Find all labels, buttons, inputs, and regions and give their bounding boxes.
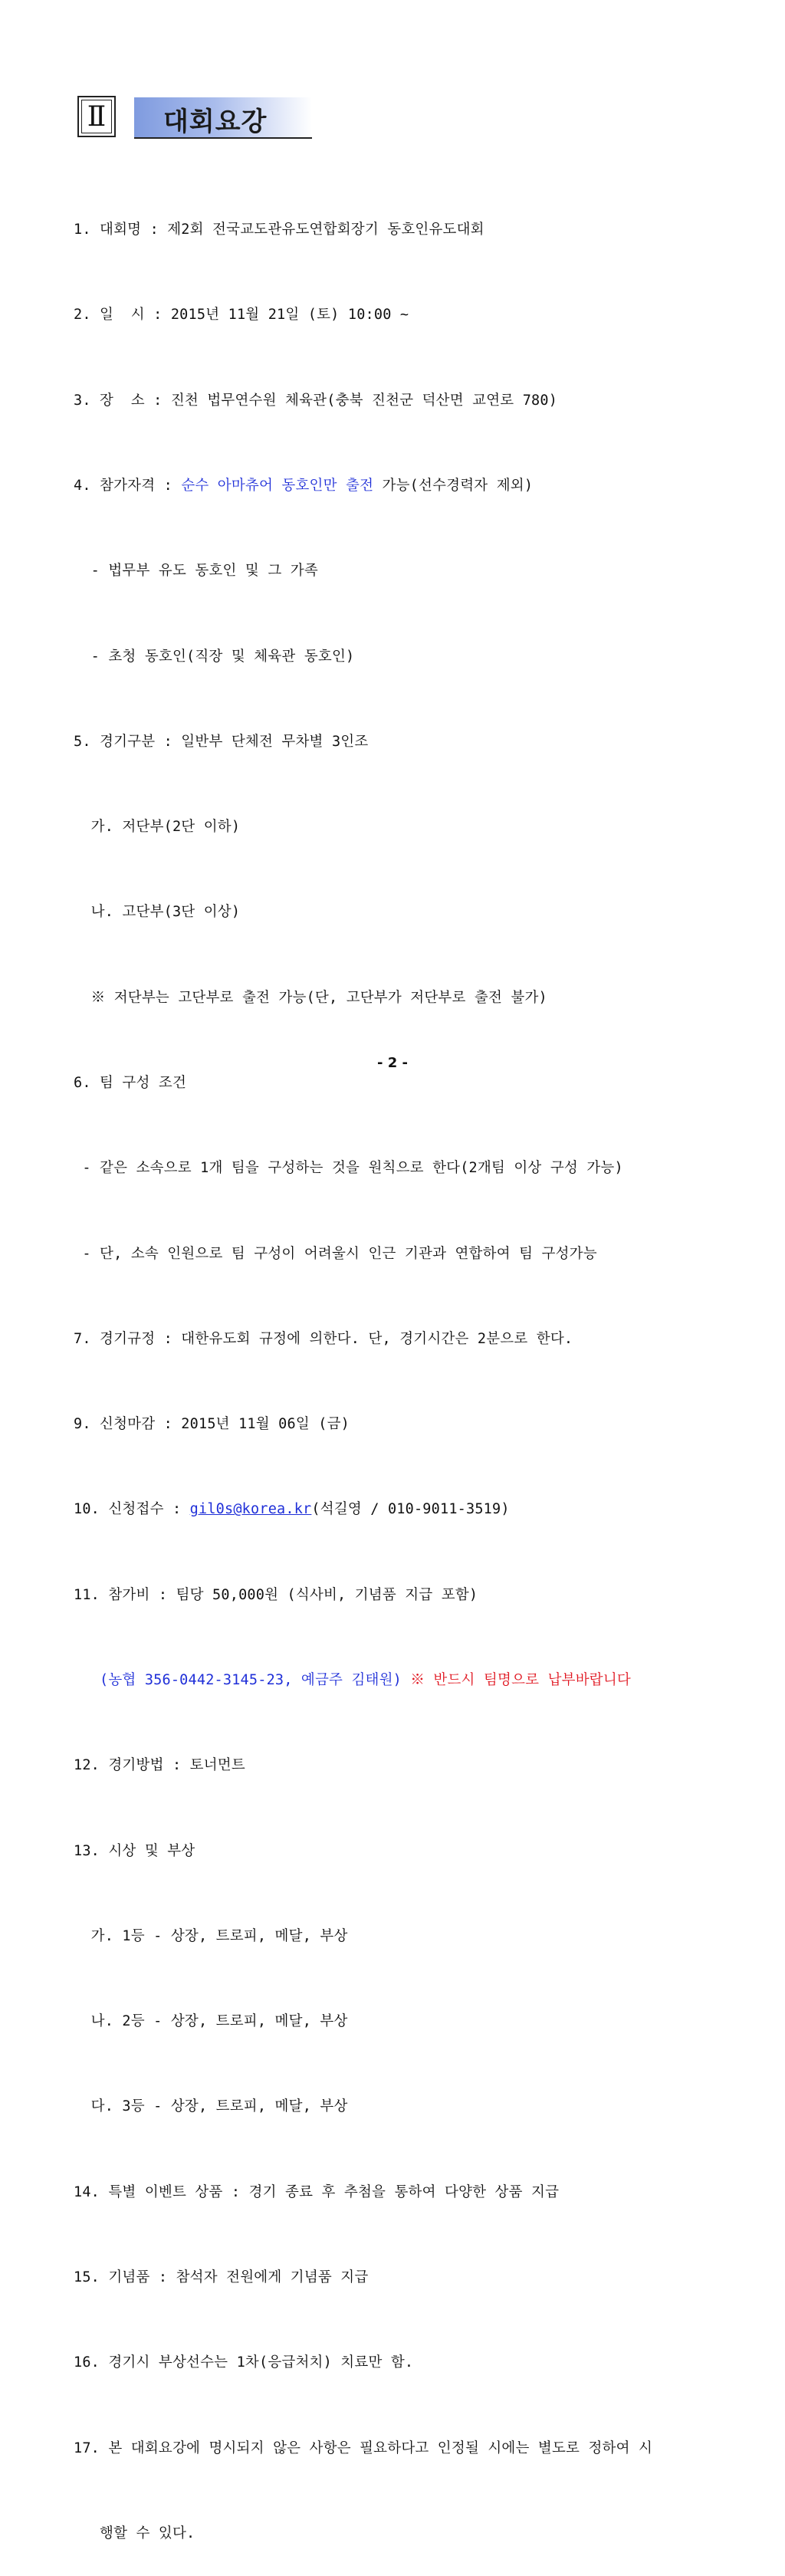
item-14: 14. 특별 이벤트 상품 : 경기 종료 후 추첨을 통하여 다양한 상품 지급 <box>74 2183 560 2200</box>
item-4-label: 4. 참가자격 : <box>74 478 182 495</box>
section-number-box <box>77 96 116 137</box>
item-5-note: ※ 저단부는 고단부로 출전 가능(단, 고단부가 저단부로 출전 불가) <box>74 989 547 1006</box>
document-body <box>74 159 718 2576</box>
item-17: 17. 본 대회요강에 명시되지 않은 사항은 필요하다고 인정될 시에는 별도로 정하여 시 <box>74 2440 653 2456</box>
item-3: 3. 장 소 : 진천 법무연수원 체육관(충북 진천군 덕산면 교연로 780) <box>74 392 558 409</box>
section-number: Ⅱ <box>87 100 107 133</box>
item-10 <box>74 1495 718 1523</box>
item-12: 12. 경기방법 : 토너먼트 <box>74 1757 245 1774</box>
item-4 <box>74 472 718 500</box>
item-13-sub-a: 가. 1등 - 상장, 트로피, 메달, 부상 <box>74 1927 348 1944</box>
section-title: 대회요강 <box>163 107 268 137</box>
section-heading <box>77 96 315 140</box>
item-13-sub-c: 다. 3등 - 상장, 트로피, 메달, 부상 <box>74 2098 348 2115</box>
bank-account: (농협 356-0442-3145-23, 예금주 김태원) <box>74 1671 402 1688</box>
page-number: - 2 - <box>377 1055 408 1071</box>
item-4-sub-b: - 초청 동호인(직장 및 체육관 동호인) <box>74 648 355 665</box>
item-5-sub-a: 가. 저단부(2단 이하) <box>74 819 241 836</box>
item-7: 7. 경기규정 : 대한유도회 규정에 의한다. 단, 경기시간은 2분으로 한다. <box>74 1330 573 1347</box>
item-4-rest: 가능(선수경력자 제외) <box>373 478 534 495</box>
item-1: 1. 대회명 : 제2회 전국교도관유도연합회장기 동호인유도대회 <box>74 222 484 238</box>
item-17-continued: 행할 수 있다. <box>74 2525 195 2542</box>
item-6: 6. 팀 구성 조건 <box>74 1075 187 1091</box>
email-link[interactable]: gil0s@korea.kr <box>189 1501 312 1518</box>
item-6-sub-a: - 같은 소속으로 1개 팀을 구성하는 것을 원칙으로 한다(2개팀 이상 구성 가능) <box>74 1160 623 1177</box>
item-4-sub-a: - 법무부 유도 동호인 및 그 가족 <box>74 563 318 580</box>
item-15: 15. 기념품 : 참석자 전원에게 기념품 지급 <box>74 2269 369 2285</box>
item-16: 16. 경기시 부상선수는 1차(응급처치) 치료만 함. <box>74 2354 414 2371</box>
item-5-sub-b: 나. 고단부(3단 이상) <box>74 904 241 921</box>
item-11: 11. 참가비 : 팀당 50,000원 (식사비, 기념품 지급 포함) <box>74 1586 478 1603</box>
item-6-sub-b: - 단, 소속 인원으로 팀 구성이 어려울시 인근 기관과 연합하여 팀 구성가능 <box>74 1245 597 1262</box>
item-13-sub-b: 나. 2등 - 상장, 트로피, 메달, 부상 <box>74 2013 348 2030</box>
item-5: 5. 경기구분 : 일반부 단체전 무차별 3인조 <box>74 733 369 750</box>
item-4-highlight: 순수 아마츄어 동호인만 출전 <box>181 478 374 495</box>
item-10-label: 10. 신청접수 : <box>74 1501 190 1518</box>
item-2: 2. 일 시 : 2015년 11월 21일 (토) 10:00 ~ <box>74 307 409 324</box>
item-10-contact: (석길영 / 010-9011-3519) <box>311 1501 510 1518</box>
item-13: 13. 시상 및 부상 <box>74 1842 195 1859</box>
payment-notice: ※ 반드시 팀명으로 납부바랍니다 <box>402 1671 632 1688</box>
section-title-bar <box>134 97 312 139</box>
item-9: 9. 신청마감 : 2015년 11월 06일 (금) <box>74 1416 350 1433</box>
item-11-payment <box>74 1666 718 1694</box>
